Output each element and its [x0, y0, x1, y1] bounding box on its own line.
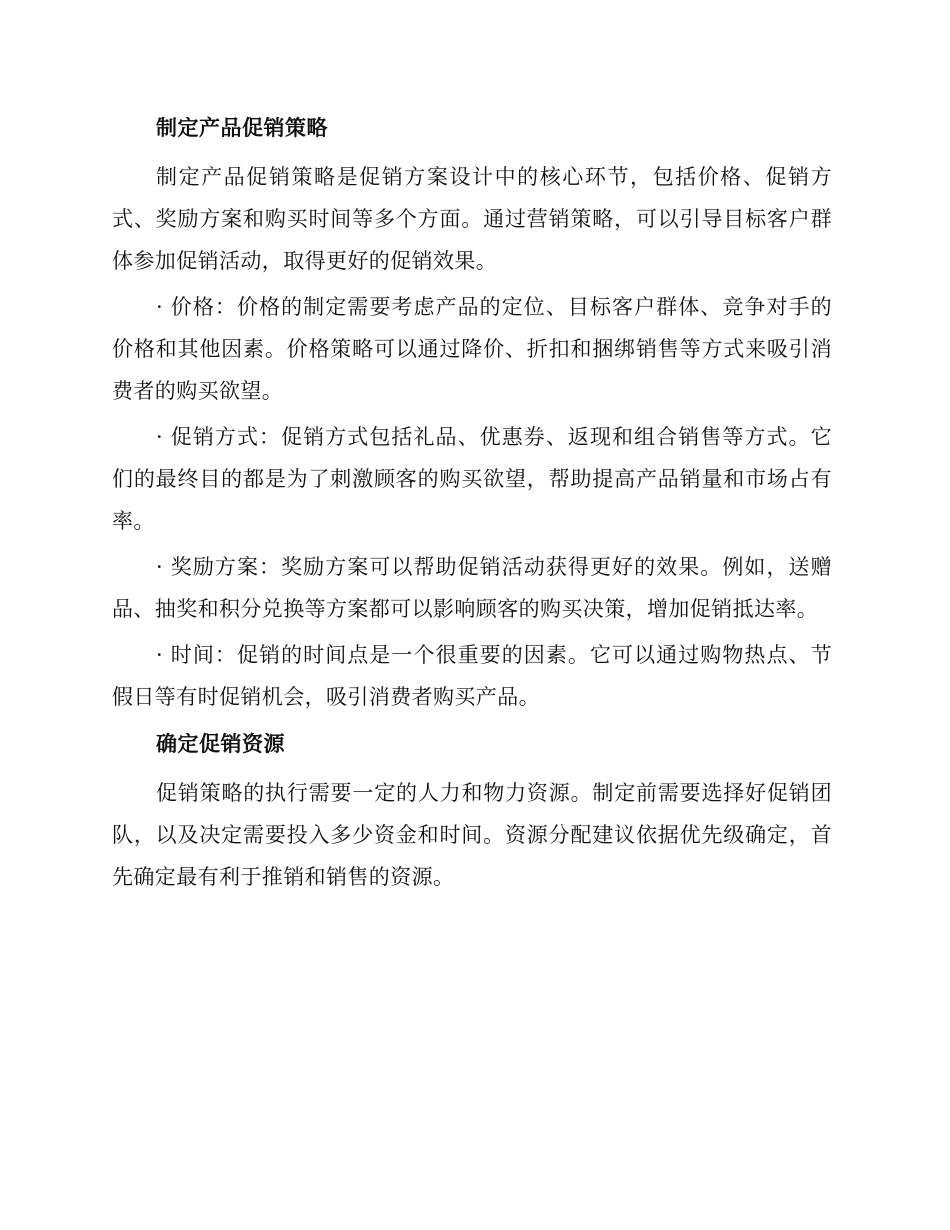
section-heading-promotion-resources: 确定促销资源 [156, 732, 285, 756]
paragraph-strategy-intro: 制定产品促销策略是促销方案设计中的核心环节，包括价格、促销方式、奖励方案和购买时间等多个方面。通过营销策略，可以引导目标客户群体参加促销活动，取得更好的促销效果。 [112, 165, 832, 273]
document-page [112, 108, 832, 902]
bullet-timing: · 时间：促销的时间点是一个很重要的因素。它可以通过购物热点、节假日等有时促销机会，吸引消费者购买产品。 [112, 643, 832, 709]
bullet-reward-plan: · 奖励方案：奖励方案可以帮助促销活动获得更好的效果。例如，送赠品、抽奖和积分兑换等方案都可以影响顾客的购买决策，增加促销抵达率。 [112, 555, 832, 621]
paragraph-resources: 促销策略的执行需要一定的人力和物力资源。制定前需要选择好促销团队，以及决定需要投入多少资金和时间。资源分配建议依据优先级确定，首先确定最有利于推销和销售的资源。 [112, 781, 832, 889]
bullet-price: · 价格：价格的制定需要考虑产品的定位、目标客户群体、竞争对手的价格和其他因素。价格策略可以通过降价、折扣和捆绑销售等方式来吸引消费者的购买欲望。 [112, 295, 832, 403]
bullet-promotion-methods: · 促销方式：促销方式包括礼品、优惠券、返现和组合销售等方式。它们的最终目的都是为了刺激顾客的购买欲望，帮助提高产品销量和市场占有率。 [112, 425, 832, 533]
section-heading-promotion-strategy: 制定产品促销策略 [156, 116, 328, 140]
